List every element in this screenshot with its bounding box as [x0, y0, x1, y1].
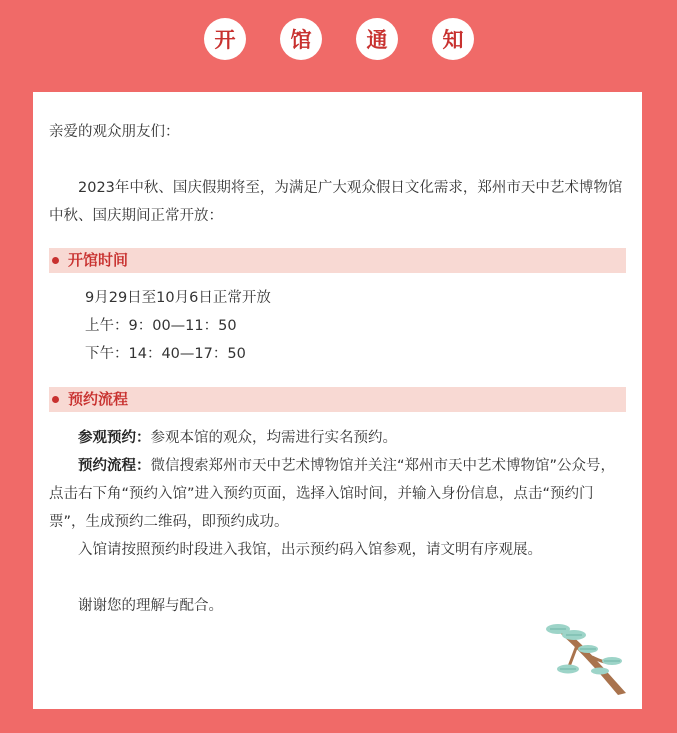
title-char-2: 馆: [280, 18, 322, 60]
section-reservation: [49, 387, 626, 412]
visit-label: 参观预约：: [78, 430, 151, 446]
schedule-morning: 上午：9：00—11：50: [85, 318, 237, 334]
bullet-icon: [52, 257, 59, 264]
visit-text: 参观本馆的观众，均需进行实名预约。: [150, 430, 397, 446]
intro-paragraph: 2023年中秋、国庆假期将至，为满足广大观众假日文化需求，郑州市天中艺术博物馆中秋、国庆期间正常开放：: [49, 180, 623, 224]
section-opening-hours: [49, 248, 626, 273]
thanks-paragraph: 谢谢您的理解与配合。: [78, 598, 223, 614]
process-label: 预约流程：: [78, 458, 151, 474]
process-text: 微信搜索郑州市天中艺术博物馆并关注“郑州市天中艺术博物馆”公众号，点击右下角“预约入馆”进入预约页面，选择入馆时间，并输入身份信息，点击“预约门票”，生成预约二维码，即预约成功。: [49, 458, 616, 530]
title-row: [0, 18, 677, 64]
schedule-afternoon: 下午：14：40—17：50: [85, 346, 246, 362]
greeting: 亲爱的观众朋友们：: [49, 124, 180, 140]
visit-paragraph: [49, 424, 626, 452]
schedule-dates: 9月29日至10月6日正常开放: [85, 290, 271, 306]
section-title-reservation: 预约流程: [68, 390, 129, 408]
process-paragraph: [49, 452, 626, 536]
title-char-4: 知: [432, 18, 474, 60]
bullet-icon: [52, 396, 59, 403]
entry-paragraph: 入馆请按照预约时段进入我馆，出示预约码入馆参观，请文明有序观展。: [78, 542, 542, 558]
section-title-opening-hours: 开馆时间: [68, 251, 129, 269]
title-char-3: 通: [356, 18, 398, 60]
notice-card: [33, 92, 642, 709]
pine-branch-icon: [544, 619, 628, 695]
title-char-1: 开: [204, 18, 246, 60]
